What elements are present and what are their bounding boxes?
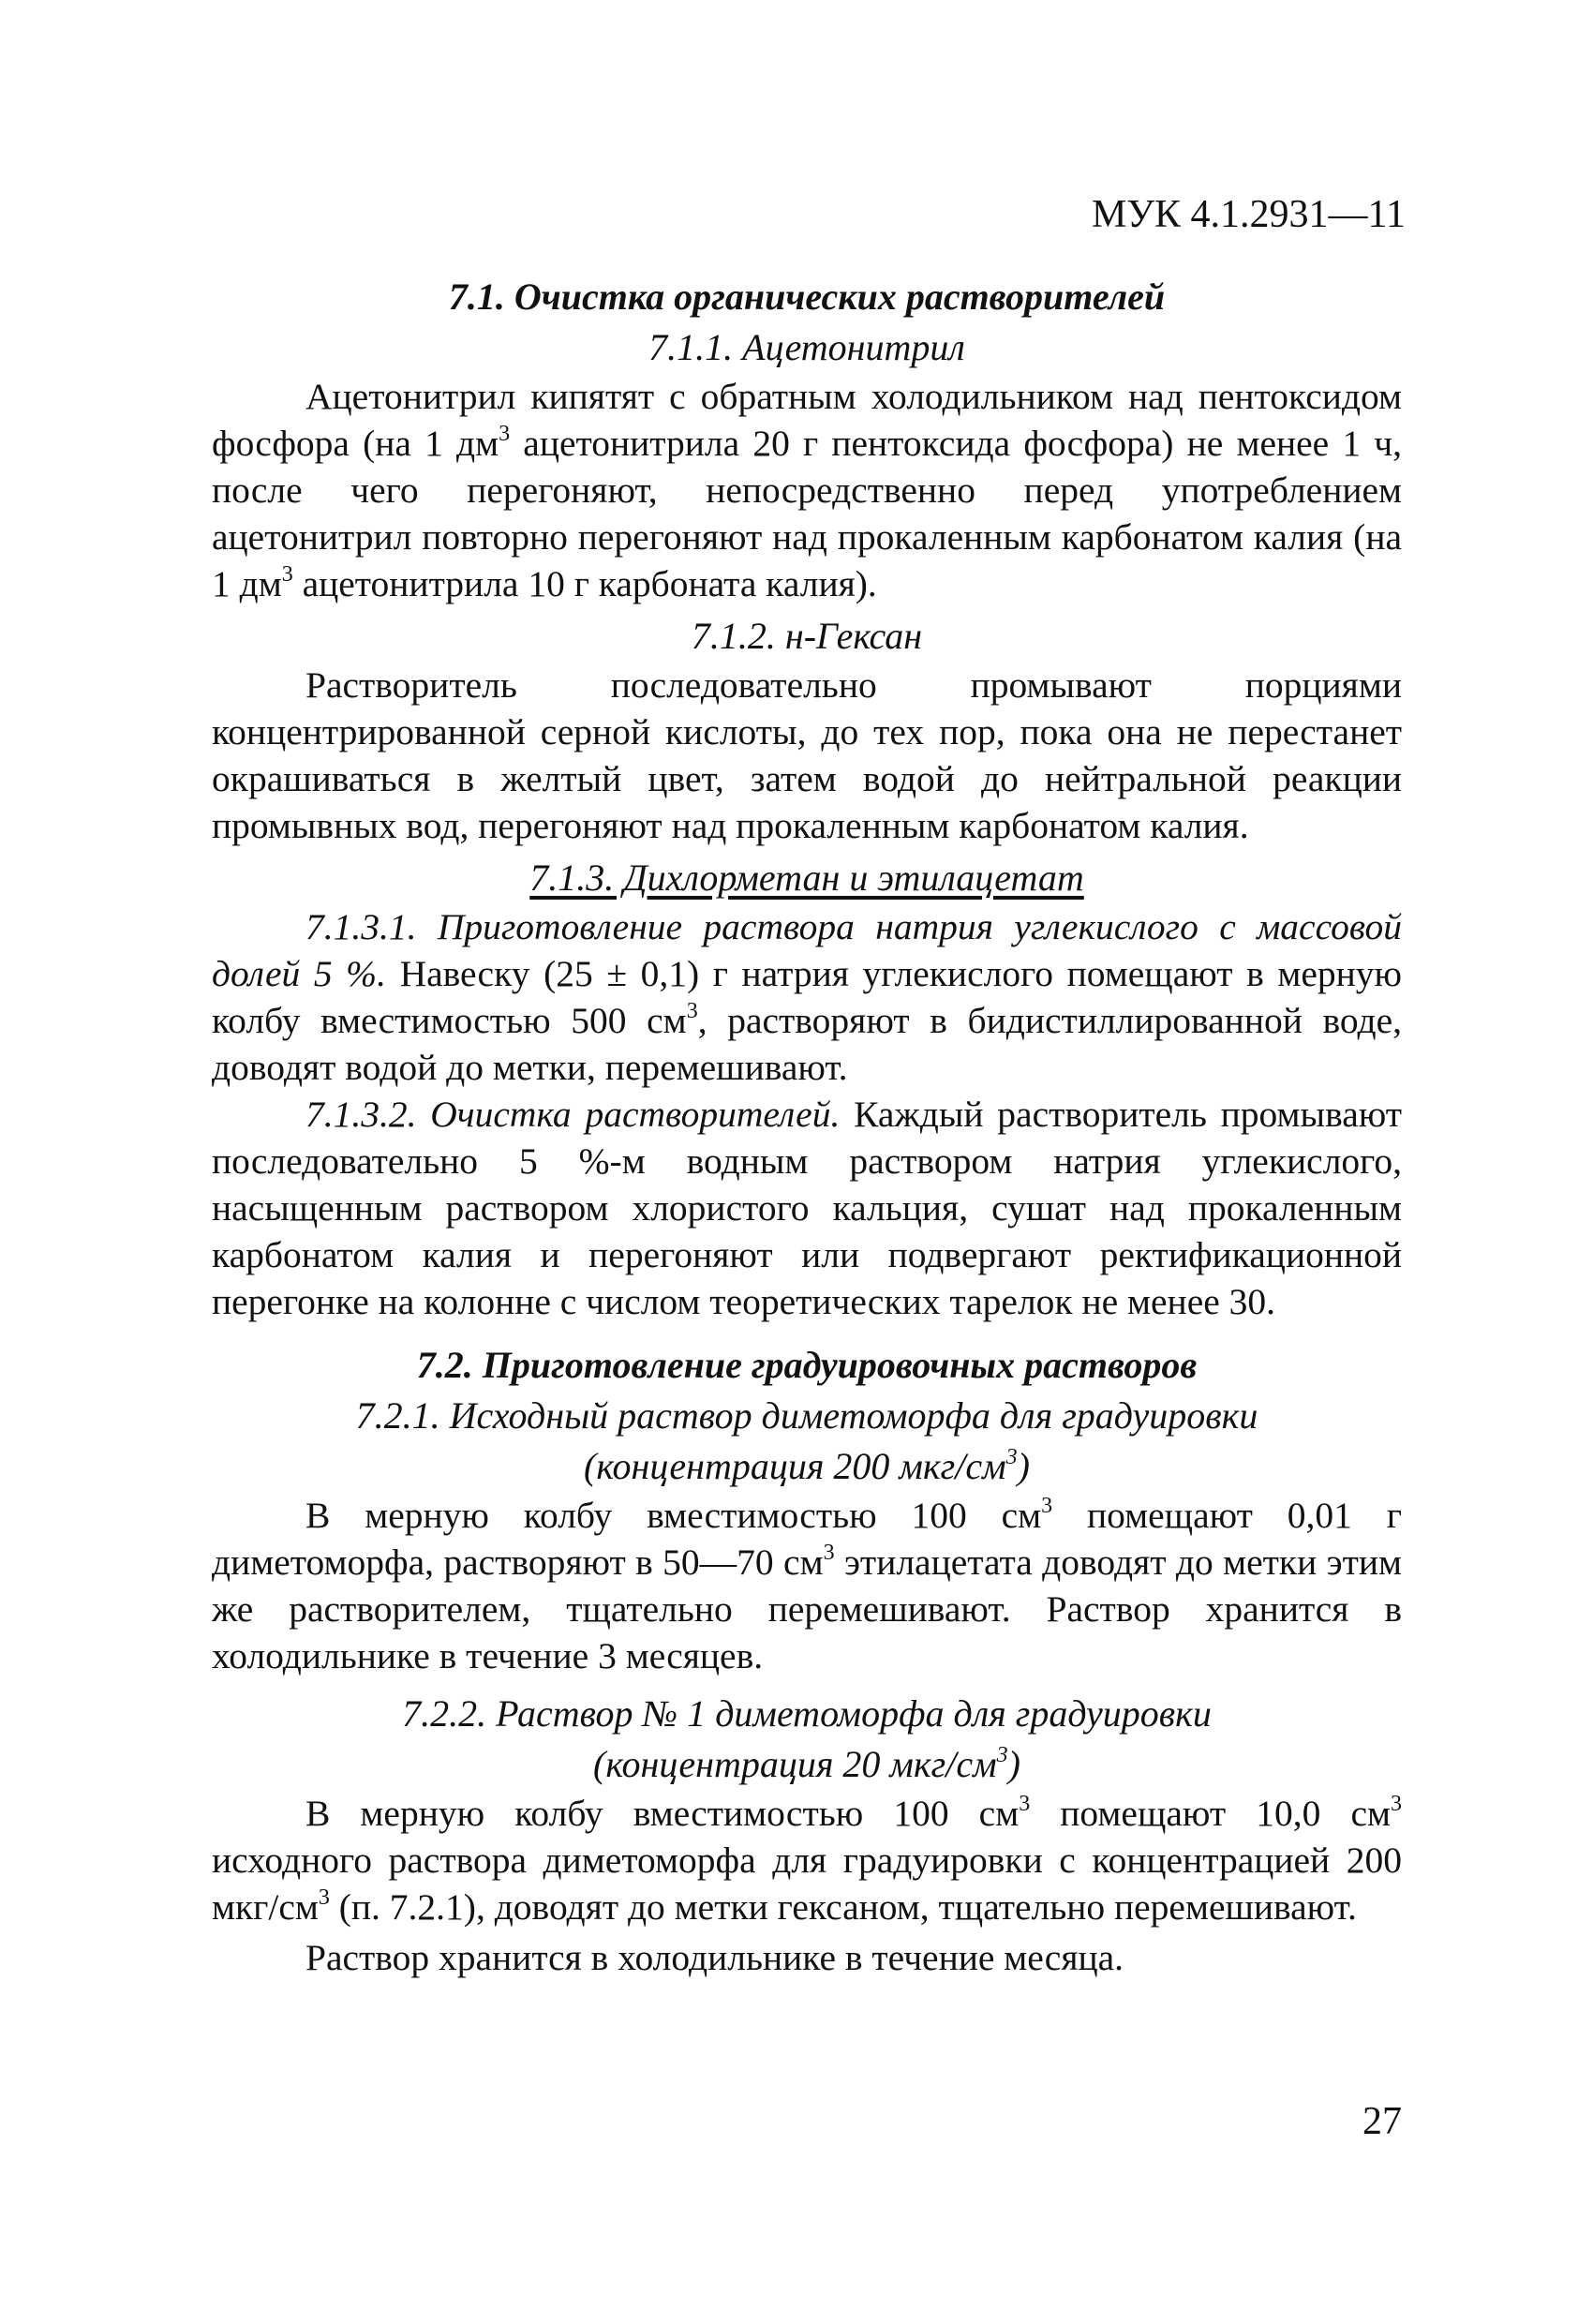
superscript-3: 3: [281, 562, 293, 587]
paragraph-7-1-3-2-heading: 7.1.3.2. Очистка растворителей.: [305, 1094, 841, 1135]
paragraph-7-2-1: В мерную колбу вместимостью 100 $см^3$ помещают 0,01 г диметоморфа, растворяют в 50—70 $см^3$ этилацетата доводят до метки этим же растворителем, тщательно перемешивают. Раствор хранится в холодильнике в течение 3 месяцев.: [212, 1494, 1402, 1676]
paragraph-acetonitrile: Ацетонитрил кипятят с обратным холодильником над пентоксидом фосфора (на 1 $дм^3$ ацетонитрила 20 г пентоксида фосфора) не менее 1 ч, после чего перегоняют, непосредственно перед употреблением ацетонитрил повторно перегоняют над прокаленным карбонатом калия (на 1 $дм^3$ ацетонитрила 10 г карбоната калия).: [212, 376, 1402, 604]
paragraph-7-2-2: В мерную колбу вместимостью 100 $см^3$ помещают 10,0 $см^3$ исходного раствора диметоморфа для градуировки с концентрацией 200 мкг/$см^3$ (п. 7.2.1), доводят до метки гексаном, тщательно перемешивают.: [212, 1792, 1402, 1928]
subsection-7-2-2-heading: 7.2.2. Раствор № 1 диметоморфа для градуировки (концентрация 20 мкг/$см^3$): [402, 1692, 1212, 1785]
section-7-2-heading: 7.2. Приготовление градуировочных растворов: [416, 1344, 1198, 1386]
subsection-7-2-1-heading: 7.2.1. Исходный раствор диметоморфа для градуировки (концентрация 200 мкг/$см^3$): [355, 1394, 1258, 1487]
page-content: [212, 272, 1402, 1981]
paragraph-7-1-3-1-heading: 7.1.3.1. Приготовление раствора натрия углекислого с массовой долей 5 %.: [212, 906, 1402, 994]
superscript-3: 3: [823, 1541, 835, 1565]
document-code: МУК 4.1.2931—11: [1091, 193, 1406, 236]
superscript-3: 3: [499, 422, 511, 446]
subsection-7-1-3-heading: 7.1.3. Дихлорметан и этилацетат: [529, 857, 1084, 899]
paragraph-7-1-3-2: 7.1.3.2. Очистка растворителей. Каждый растворитель промывают последовательно 5 %-м водным раствором натрия углекислого, насыщенным раствором хлористого кальция, сушат над прокаленным карбонатом калия и перегоняют или подвергают ректификационной перегонке на колонне с числом теоретических тарелок не менее 30.: [212, 1094, 1402, 1322]
superscript-3: 3: [996, 1743, 1008, 1767]
page-number: 27: [1362, 2100, 1402, 2143]
superscript-3: 3: [686, 999, 698, 1023]
paragraph-storage: Раствор хранится в холодильнике в течение месяца.: [305, 1937, 1124, 1978]
paragraph-7-1-3-1: 7.1.3.1. Приготовление раствора натрия углекислого с массовой долей 5 %. Навеску (25 ± 0,1) г натрия углекислого помещают в мерную колбу вместимостью 500 $см^3$, растворяют в бидистиллированной воде, доводят водой до метки, перемешивают.: [212, 906, 1403, 1088]
subsection-7-1-2-heading: 7.1.2. н-Гексан: [691, 615, 923, 657]
superscript-3: 3: [1019, 1792, 1031, 1816]
superscript-3: 3: [1390, 1792, 1402, 1816]
section-7-1-heading: 7.1. Очистка органических растворителей: [448, 276, 1166, 318]
subsection-7-1-1-heading: 7.1.1. Ацетонитрил: [648, 326, 965, 368]
superscript-3: 3: [318, 1885, 330, 1910]
paragraph-hexane: Растворитель последовательно промывают порциями концентрированной серной кислоты, до тех пор, пока она не перестанет окрашиваться в желтый цвет, затем водой до нейтральной реакции промывных вод, перегоняют над прокаленным карбонатом калия.: [212, 664, 1402, 846]
superscript-3: 3: [1005, 1445, 1018, 1469]
superscript-3: 3: [1041, 1494, 1053, 1518]
